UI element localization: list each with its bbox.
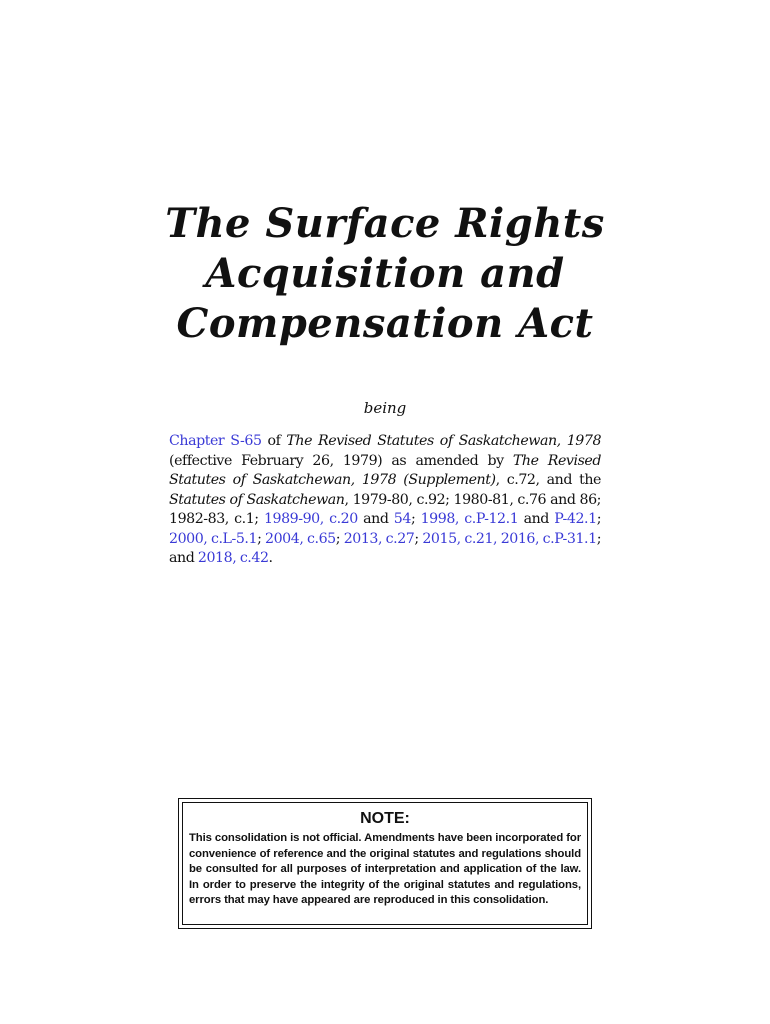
amendment-link-1989[interactable]: 1989-90, c.20 xyxy=(263,511,358,527)
note-text: This consolidation is not official. Amendments have been incorporated for convenience of reference and the original statutes and regulations should be consulted for all purposes of interpretation and application of the law. In order to preserve the integrity of the original statutes and regulations, errors that may have appeared are reproduced in this consolidation. xyxy=(189,832,581,907)
citation-text: ; xyxy=(596,511,602,527)
citation-italic: The Revised Statutes of Saskatchewan, 1978 xyxy=(286,433,602,449)
being-label: being xyxy=(363,399,407,417)
citation-text: of xyxy=(261,433,287,449)
citation-text: ; and xyxy=(169,530,602,566)
citation-italic: The Revised Statutes of Saskatchewan, 1978 (Supplement) xyxy=(169,452,601,488)
citation-text: , c.72, and the xyxy=(495,472,601,488)
amendment-link-2004[interactable]: 2004, c.65 xyxy=(265,530,336,547)
amendment-link-2018[interactable]: 2018, c.42 xyxy=(197,550,269,566)
chapter-link[interactable]: Chapter S-65 xyxy=(169,433,262,449)
citation-text: ; xyxy=(414,530,423,547)
title-line-2: Acquisition and xyxy=(205,250,565,297)
title-line-3: Compensation Act xyxy=(176,300,594,347)
citation-text: and xyxy=(518,511,555,527)
amendment-link-2000[interactable]: 2000, c.L-5.1 xyxy=(169,530,258,547)
citation-paragraph xyxy=(169,432,601,569)
note-box-inner xyxy=(182,802,588,925)
title-line-1: The Surface Rights xyxy=(165,200,605,247)
citation-text: . xyxy=(268,550,273,566)
citation-text: , 1979-80, c.92; 1980-81, c.76 and 86; 1982-83, c.1; xyxy=(169,491,601,527)
amendment-link-p42[interactable]: P-42.1 xyxy=(554,511,597,527)
amendment-link-54[interactable]: 54 xyxy=(393,511,411,527)
amendment-link-1998[interactable]: 1998, c.P-12.1 xyxy=(420,511,519,527)
amendment-link-2013[interactable]: 2013, c.27 xyxy=(343,530,415,547)
document-title xyxy=(0,199,770,349)
citation-text: (effective February 26, 1979) as amended by xyxy=(169,452,513,469)
citation-text: ; xyxy=(257,530,266,547)
note-heading: NOTE: xyxy=(360,810,410,827)
citation-text: ; xyxy=(410,511,421,527)
amendment-link-2015[interactable]: 2015, c.21, 2016, c.P-31.1 xyxy=(422,530,597,547)
citation-italic: Statutes of Saskatchewan xyxy=(169,491,345,508)
citation-text: and xyxy=(357,511,394,527)
citation-text: ; xyxy=(335,530,344,547)
note-box xyxy=(178,798,592,929)
